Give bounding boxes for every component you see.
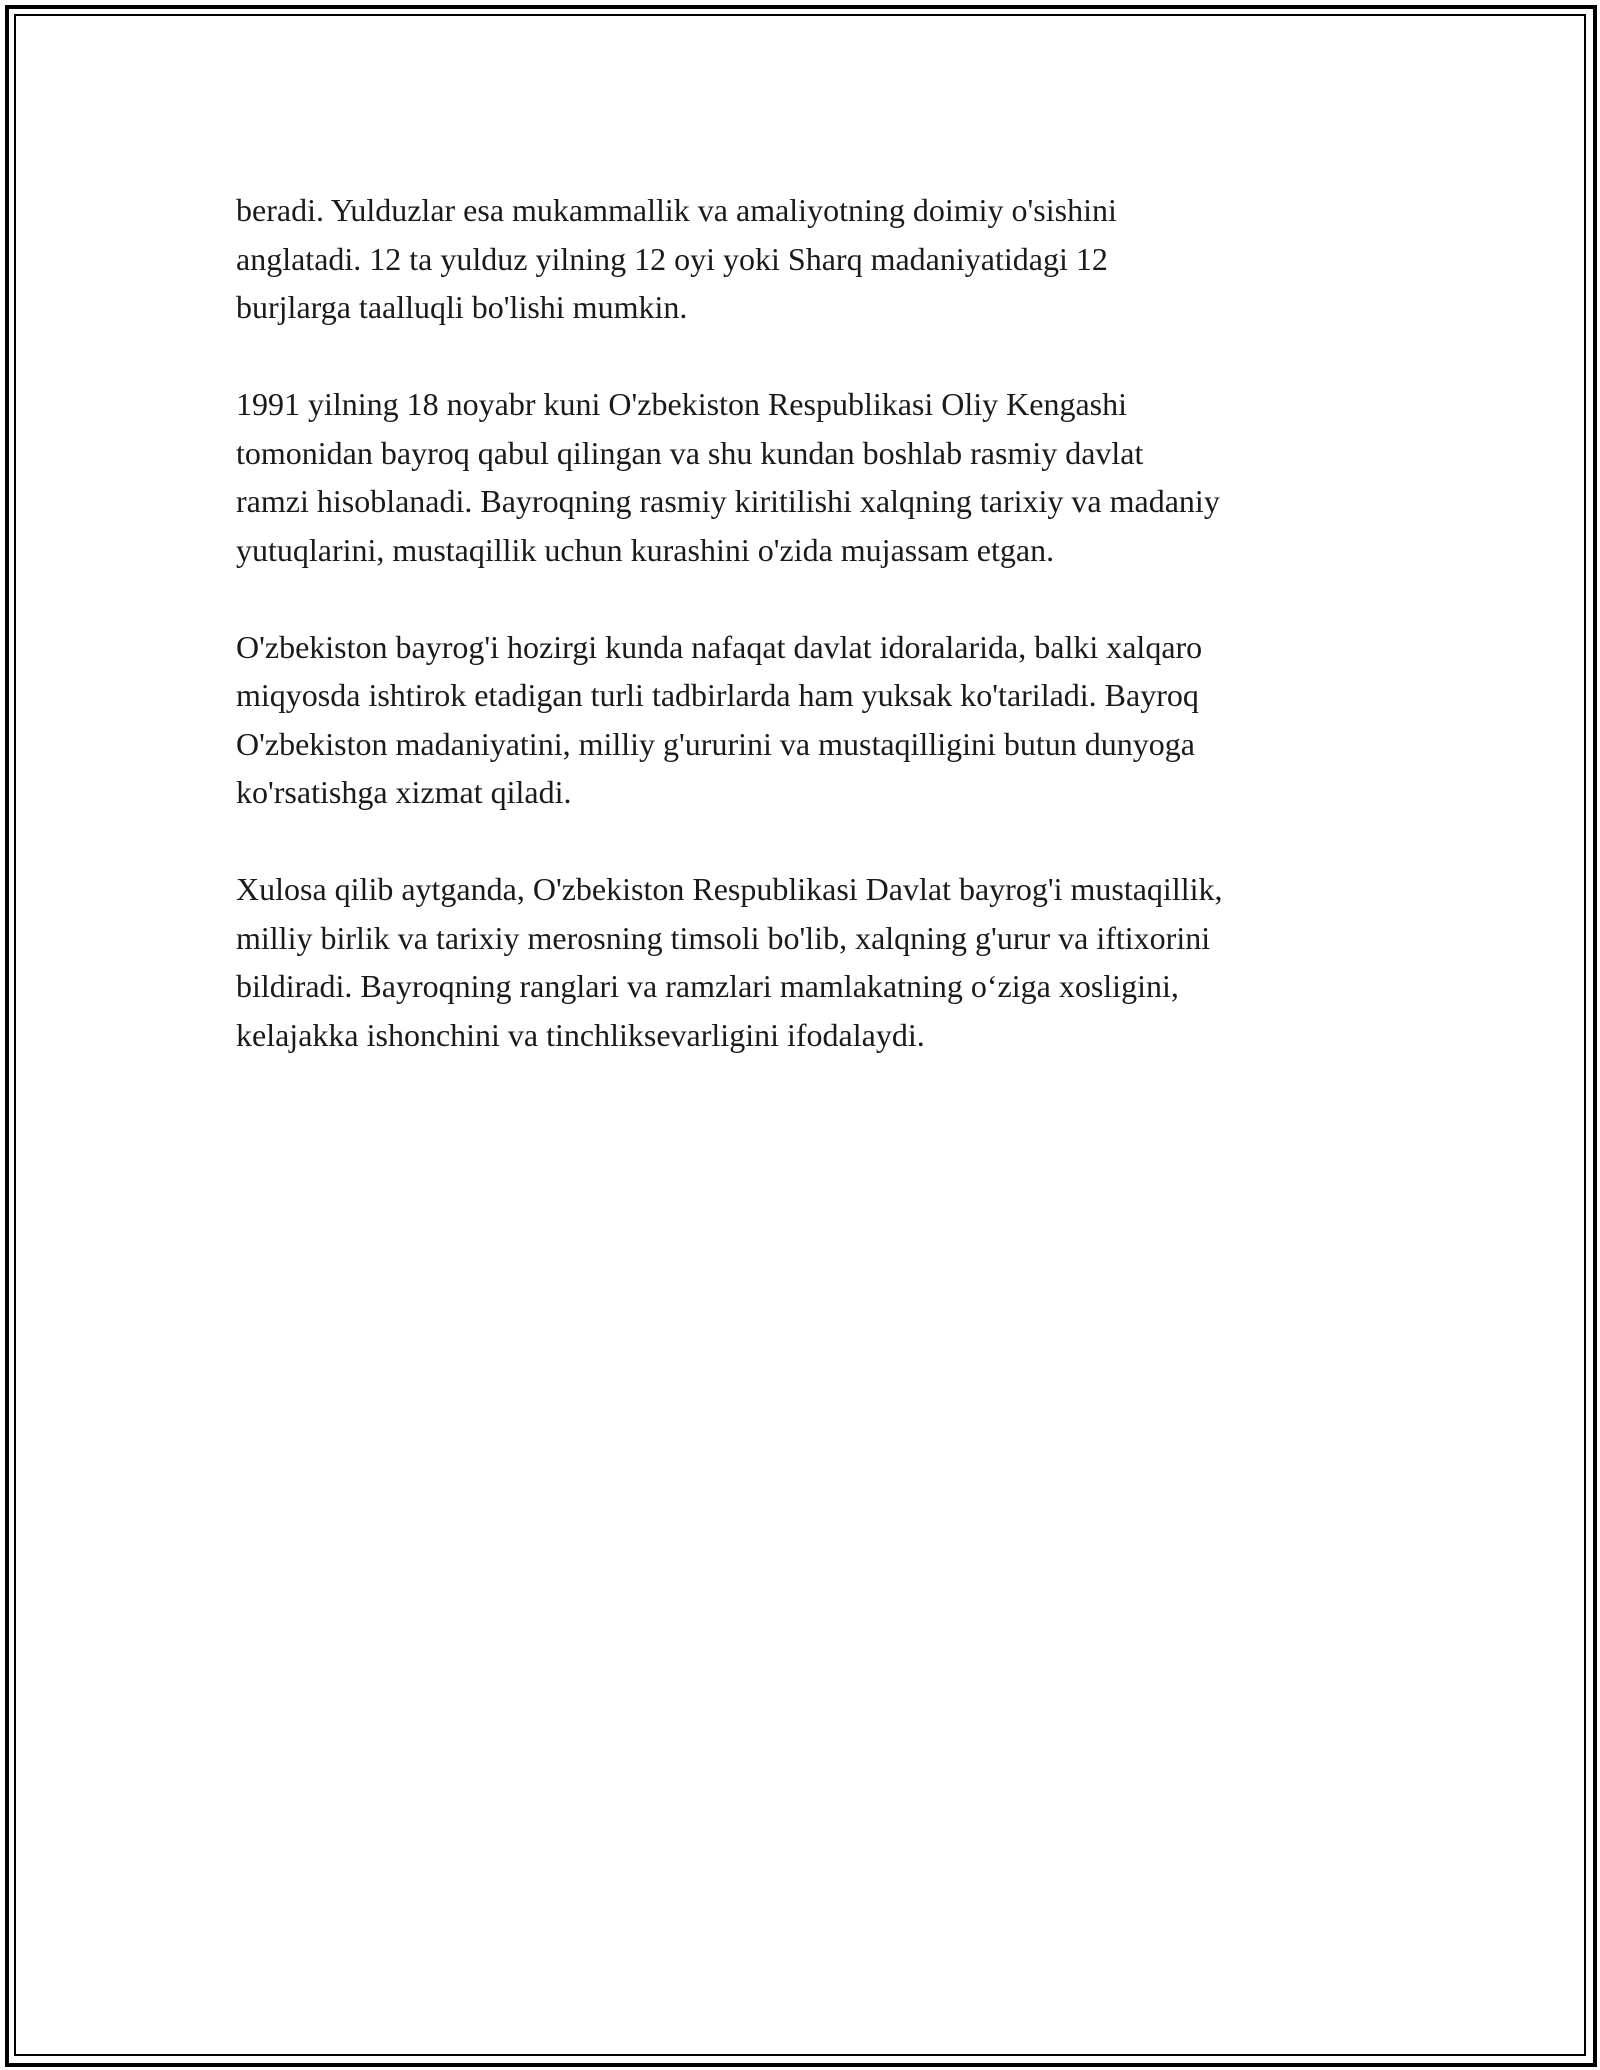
text-line: O'zbekiston bayrog'i hozirgi kunda nafaqat davlat idoralarida, balki xalqaro (236, 628, 1203, 665)
paragraph (236, 380, 1386, 574)
text-line: Xulosa qilib aytganda, O'zbekiston Respublikasi Davlat bayrog'i mustaqillik, (236, 871, 1223, 907)
text-line: anglatadi. 12 ta yulduz yilning 12 oyi yoki Sharq madaniyatidagi 12 (236, 240, 1108, 277)
text-line: ko'rsatishga xizmat qiladi. (236, 774, 572, 810)
document-body (236, 186, 1386, 1108)
paragraph (236, 623, 1386, 817)
text-line: kelajakka ishonchini va tinchliksevarligini ifodalaydi. (236, 1016, 925, 1053)
text-line: ramzi hisoblanadi. Bayroqning rasmiy kiritilishi xalqning tarixiy va madaniy (236, 483, 1220, 519)
paragraph (236, 865, 1386, 1059)
text-line: miqyosda ishtirok etadigan turli tadbirlarda ham yuksak ko'tariladi. Bayroq (236, 677, 1199, 713)
text-line: 1991 yilning 18 noyabr kuni O'zbekiston Respublikasi Oliy Kengashi (236, 386, 1128, 422)
text-line: tomonidan bayroq qabul qilingan va shu kundan boshlab rasmiy davlat (236, 434, 1144, 471)
text-line: milliy birlik va tarixiy merosning timsoli bo'lib, xalqning g'urur va iftixorini (236, 919, 1211, 956)
text-line: beradi. Yulduzlar esa mukammallik va amaliyotning doimiy o'sishini (236, 192, 1117, 228)
paragraph (236, 186, 1386, 332)
text-line: bildiradi. Bayroqning ranglari va ramzlari mamlakatning o‘ziga xosligini, (236, 968, 1179, 1004)
text-line: burjlarga taalluqli bo'lishi mumkin. (236, 289, 688, 325)
text-line: yutuqlarini, mustaqillik uchun kurashini o'zida mujassam etgan. (236, 531, 1055, 568)
text-line: O'zbekiston madaniyatini, milliy g'ururini va mustaqilligini butun dunyoga (236, 725, 1195, 762)
